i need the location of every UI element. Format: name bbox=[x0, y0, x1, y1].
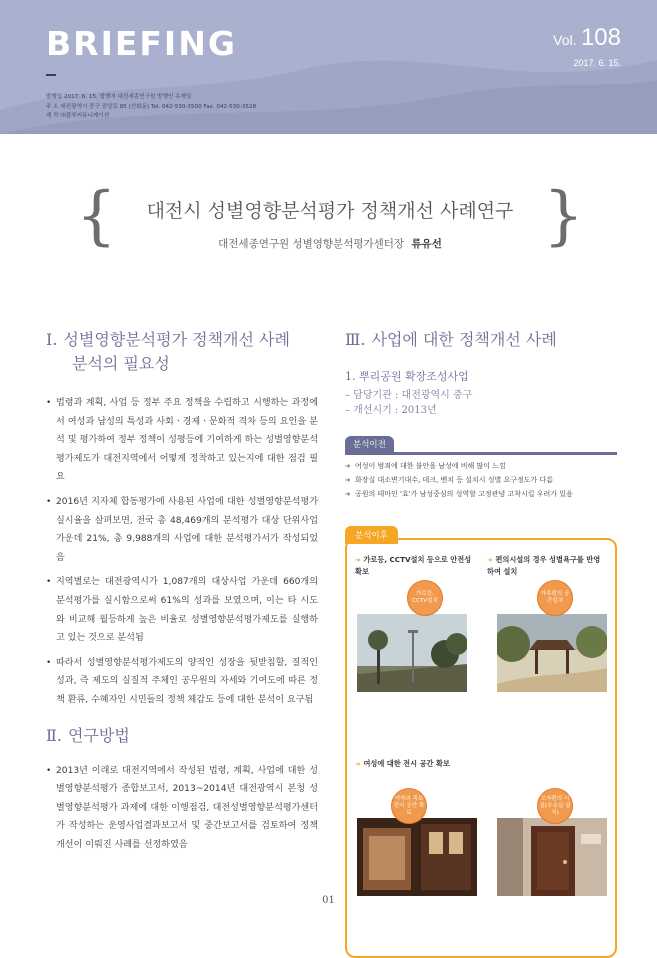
photo-pavilion bbox=[497, 614, 607, 692]
before-tag-bar bbox=[345, 452, 617, 455]
author-name: 류유선 bbox=[411, 238, 442, 250]
volume-label bbox=[553, 24, 621, 52]
briefing-header bbox=[0, 0, 657, 134]
briefing-logo: BRIEFING bbox=[46, 24, 237, 63]
pub-line-2: 주 소 대전광역시 중구 중앙로 85 (선화동) Tel. 042-530-3500 Fax. 042-530-3528 bbox=[46, 103, 257, 110]
after-heading-3: ➜ 여성에 대한 전시 공간 확보 bbox=[355, 758, 595, 770]
after-heading-1: ➜ 가로등, CCTV설치 등으로 안전성 확보 bbox=[355, 554, 475, 577]
photo-nursing-room bbox=[497, 818, 607, 896]
after-heading-2: ➜ 편의시설의 경우 성별욕구를 반영하여 설치 bbox=[487, 554, 607, 577]
callout-bubble-3: 여자의 족보 전시 공간 확보 bbox=[391, 788, 427, 824]
vol-number: 108 bbox=[580, 24, 621, 51]
section1-heading bbox=[46, 328, 318, 376]
left-brace: { bbox=[76, 179, 117, 253]
article-title: 대전시 성별영향분석평가 정책개선 사례연구 bbox=[146, 200, 514, 222]
section2-heading bbox=[46, 724, 318, 748]
section1-number: Ⅰ. bbox=[46, 330, 58, 349]
publication-info bbox=[46, 93, 256, 122]
list-item: • 2016년 지자체 합동평가에 사용된 사업에 대한 성별영향분석평가 실시율을 살펴보면, 전국 총 48,469개의 분석평가 대상 단위사업 가운데 21%, 총 9,988개의 사업에 대한 분석평가서가 작성되었음 bbox=[46, 493, 318, 567]
list-item: ➜ 공원의 테마인 '효'가 남성중심의 성역할 고정관념 고착시킬 우려가 있음 bbox=[345, 487, 617, 501]
section3-title: 사업에 대한 정책개선 사례 bbox=[371, 330, 557, 349]
photo-exhibition bbox=[357, 818, 477, 896]
section1-title-line2: 분석의 필요성 bbox=[72, 354, 170, 373]
section3-number: Ⅲ. bbox=[345, 330, 366, 349]
author-line bbox=[76, 236, 584, 251]
list-item: • 지역별로는 대전광역시가 1,087개의 대상사업 가운데 660개의 분석평가를 실시함으로써 61%의 성과를 보였으며, 이는 타 시도와 비교해 월등하게 높은 비율로 성별영향분석평가제도를 실행하고 있는 것으로 분석됨 bbox=[46, 573, 318, 647]
before-box bbox=[345, 432, 617, 501]
section2-title: 연구방법 bbox=[67, 725, 130, 745]
right-column bbox=[345, 328, 617, 816]
section2-bullets bbox=[46, 762, 318, 855]
list-item: • 따라서 성별영향분석평가제도의 양적인 성장을 뒷받침할, 질적인 성과, 즉 제도의 실질적 주체인 공무원의 자세와 기여도에 따른 정책 환류, 수혜자인 시민들의 정책 체감도 등에 대한 분석이 요구됨 bbox=[46, 654, 318, 710]
photo-streetlight bbox=[357, 614, 467, 692]
list-item: ➜ 여성이 범죄에 대한 불안을 남성에 비해 많이 느낌 bbox=[345, 459, 617, 473]
section3-heading bbox=[345, 328, 617, 352]
issue-date: 2017. 6. 15. bbox=[573, 58, 621, 68]
right-brace: } bbox=[543, 179, 584, 253]
pub-line-3: 제 작 ㈜블루커뮤니케이션 bbox=[46, 113, 110, 119]
article-title-block bbox=[76, 180, 584, 260]
list-item: • 2013년 이래로 대전지역에서 작성된 법령, 계획, 사업에 대한 성별영향분석평가 종합보고서, 2013~2014년 대전광역시 본청 성별영향분석평가 과제에 대한 이행점검, 대전성별영향분석평가센터가 작성하는 운영사업결과보고서 및 중간보고서를 검토하여 정책개선이 이뤄진 사례를 선정하였음 bbox=[46, 762, 318, 855]
case1-meta bbox=[345, 388, 617, 418]
list-item: ➜ 화장실 대소변기대수, 데크, 벤치 등 설치시 성별 요구정도가 다름 bbox=[345, 473, 617, 487]
header-divider bbox=[46, 74, 56, 76]
section2-number: Ⅱ. bbox=[46, 725, 62, 745]
section1-bullets bbox=[46, 394, 318, 710]
before-tag: 분석이전 bbox=[345, 436, 394, 452]
callout-bubble-2: 가족편의 공간설치 bbox=[537, 580, 573, 616]
author-affiliation: 대전세종연구원 성별영향분석평가센터장 bbox=[218, 238, 405, 250]
pub-line-1: 발행일 2017. 6. 15. 발행처 대전세종연구원 발행인 유재일 bbox=[46, 94, 192, 100]
callout-bubble-4: 모자편의 시설(수유실 설치) bbox=[537, 788, 573, 824]
case1-agency: – 담당기관 : 대전광역시 중구 bbox=[345, 390, 473, 401]
list-item: • 법령과 계획, 사업 등 정부 주요 정책을 수립하고 시행하는 과정에서 여성과 남성의 특성과 사회ㆍ경제ㆍ문화적 격차 등의 요인을 분석 및 평가하여 정부 정책이 성평등에 기여하게 하는 성별영향분석평가제도가 대전지역에서 어떻게 정착하고 있는지에 대한 점검 필요 bbox=[46, 394, 318, 487]
case1-period: – 개선시기 : 2013년 bbox=[345, 405, 437, 416]
callout-bubble-1: 가로등, CCTV설치 bbox=[407, 580, 443, 616]
left-column bbox=[46, 328, 318, 860]
vol-prefix: Vol. bbox=[553, 32, 577, 48]
before-list bbox=[345, 459, 617, 501]
case1-title: 1. 뿌리공원 확장조성사업 bbox=[345, 370, 469, 383]
section1-title-line1: 성별영향분석평가 정책개선 사례 bbox=[63, 330, 290, 349]
page-number: 01 bbox=[322, 895, 335, 906]
after-tag: 분석이후 bbox=[345, 526, 398, 544]
